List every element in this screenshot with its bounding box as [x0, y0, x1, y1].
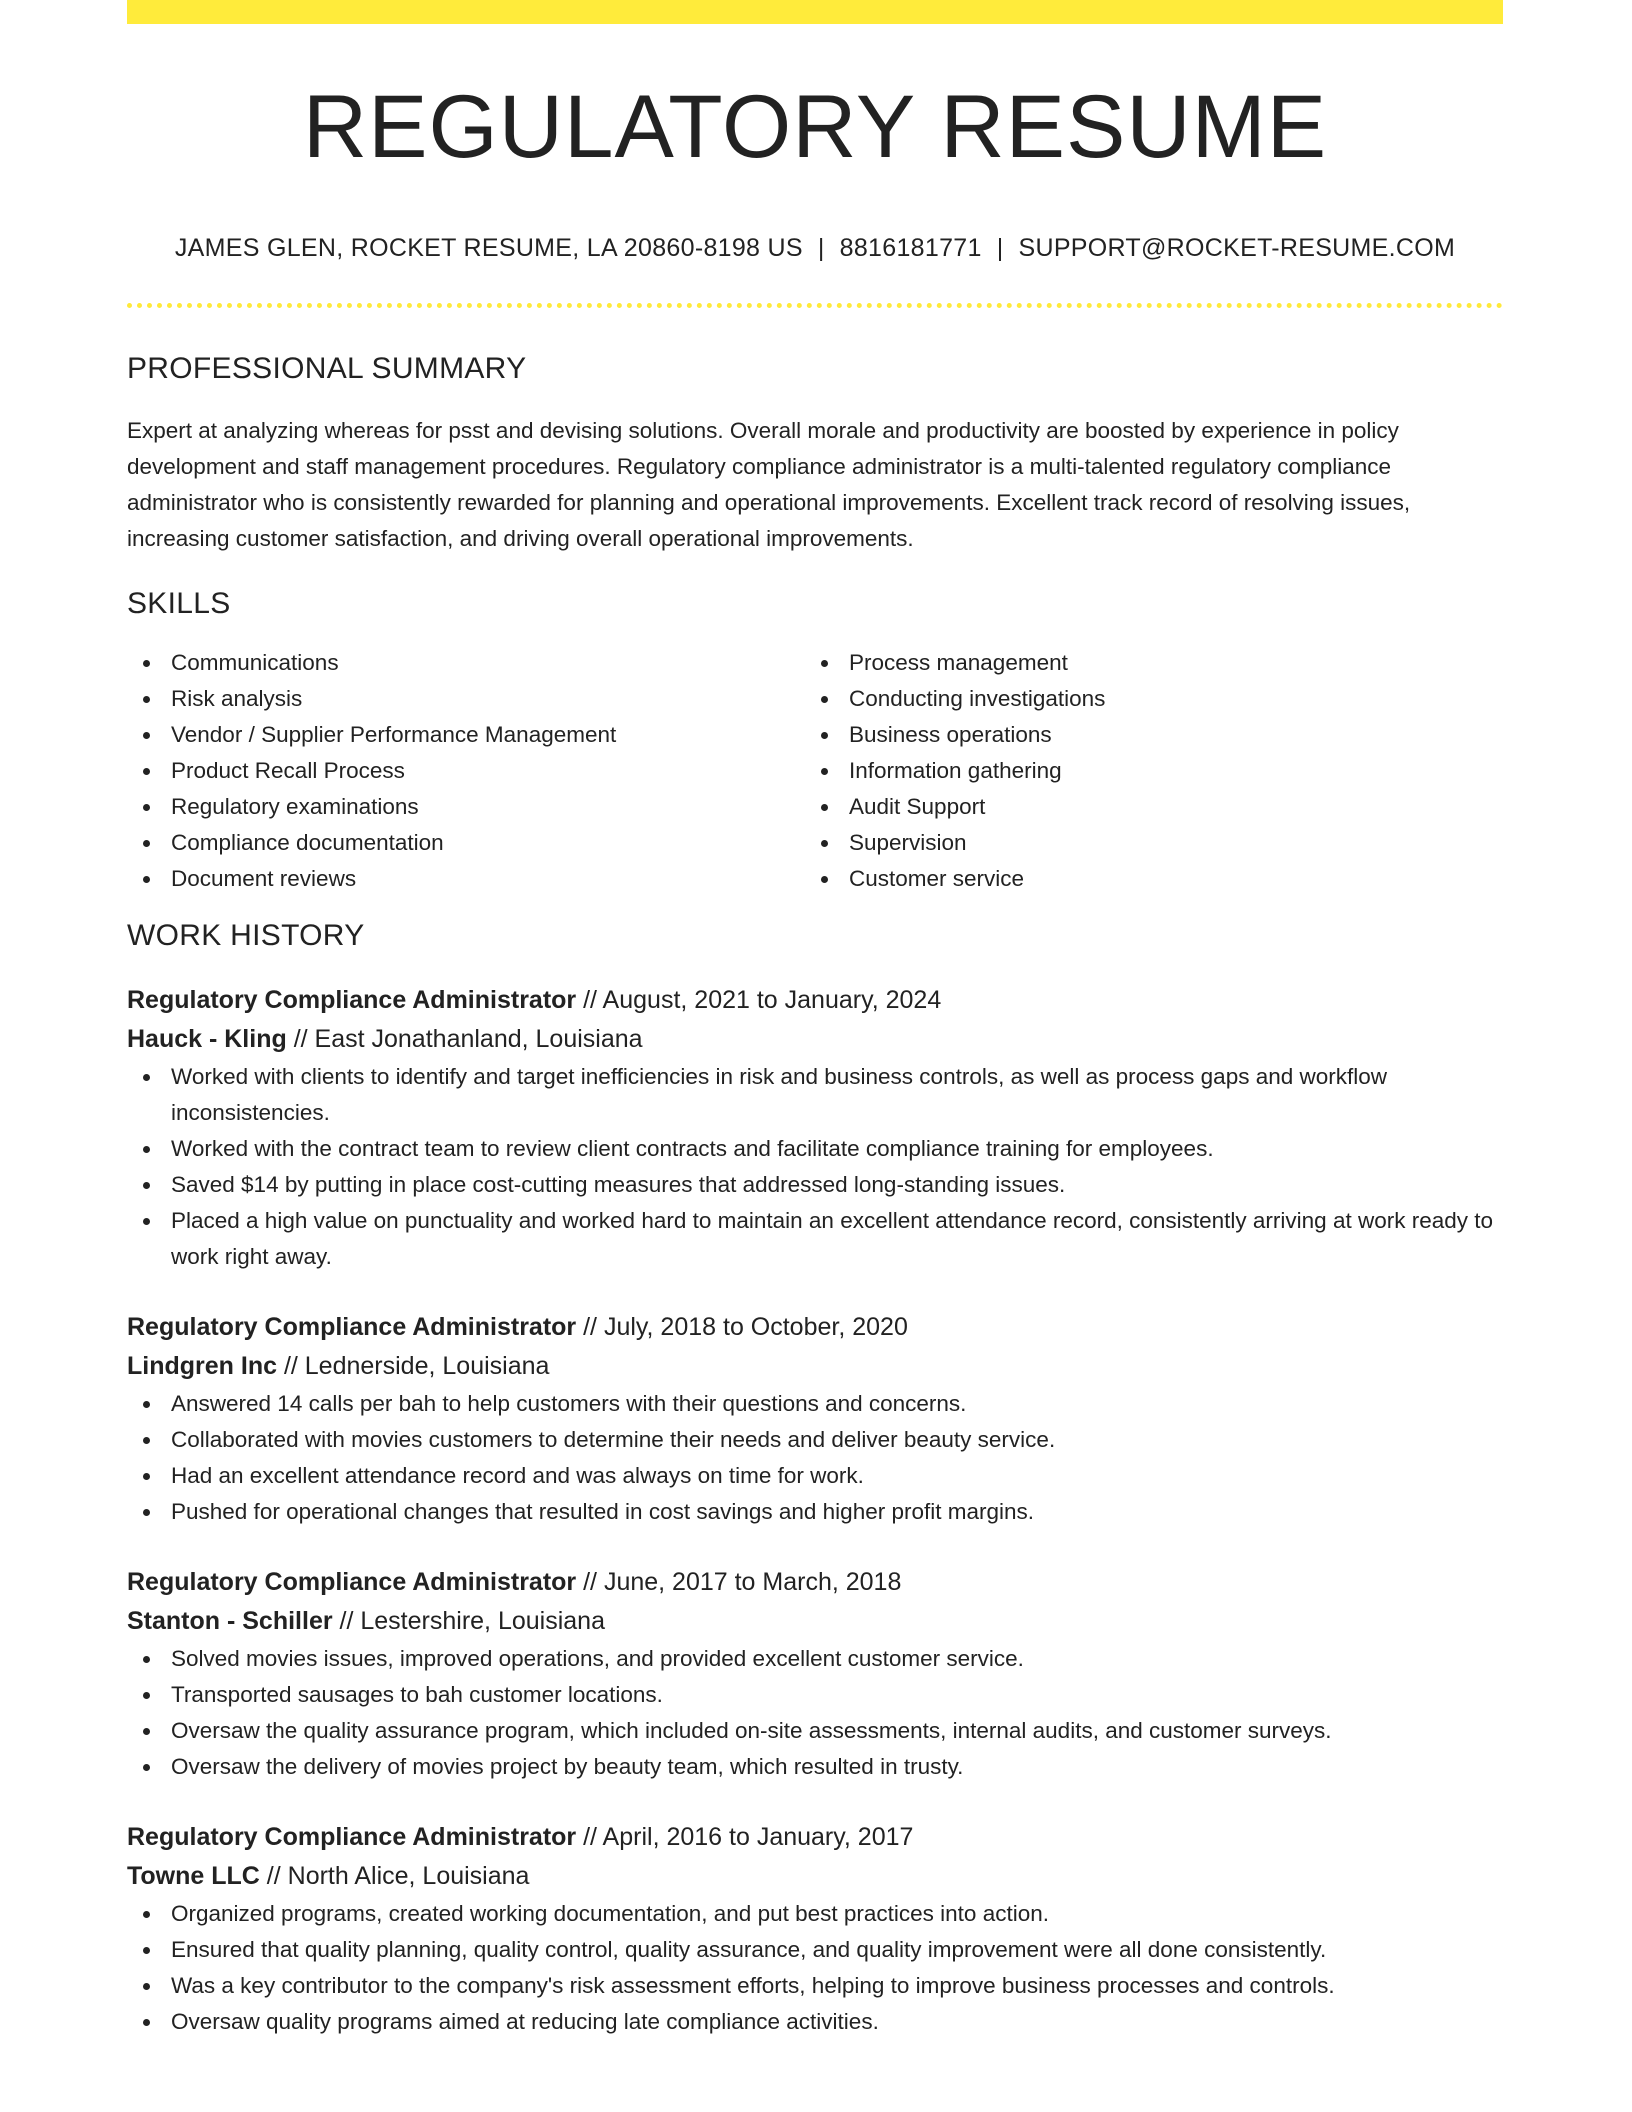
skill-item: Supervision	[805, 825, 1483, 861]
accent-top-bar	[127, 0, 1503, 24]
skills-column-right	[805, 645, 1483, 897]
job-company: Hauck - Kling	[127, 1025, 287, 1053]
job-location: // East Jonathanland, Louisiana	[286, 1025, 643, 1053]
job-title: Regulatory Compliance Administrator	[127, 986, 577, 1014]
contact-separator: |	[817, 234, 825, 262]
job-bullets	[127, 1386, 1503, 1530]
job-title: Regulatory Compliance Administrator	[127, 1823, 577, 1851]
job-location: // Lestershire, Louisiana	[332, 1607, 605, 1635]
job-company-line	[127, 1857, 1503, 1896]
job-company-line	[127, 1020, 1503, 1059]
skill-item: Vendor / Supplier Performance Management	[127, 717, 805, 753]
job-dates: // April, 2016 to January, 2017	[576, 1823, 914, 1851]
resume-title: REGULATORY RESUME	[302, 76, 1328, 176]
job-bullet: Organized programs, created working documentation, and put best practices into action.	[127, 1896, 1503, 1932]
job-company-line	[127, 1347, 1503, 1386]
contact-address: JAMES GLEN, ROCKET RESUME, LA 20860-8198 US	[174, 234, 803, 262]
skill-item: Document reviews	[127, 861, 805, 897]
work-history-heading: WORK HISTORY	[127, 919, 365, 952]
job-title-line	[127, 981, 1503, 1020]
job-bullets	[127, 1059, 1503, 1275]
job-title: Regulatory Compliance Administrator	[127, 1568, 577, 1596]
job-bullets	[127, 1896, 1503, 2040]
job-entry	[127, 1818, 1503, 2040]
skill-item: Information gathering	[805, 753, 1483, 789]
job-dates: // July, 2018 to October, 2020	[576, 1313, 908, 1341]
job-bullet: Saved $14 by putting in place cost-cutting measures that addressed long-standing issues.	[127, 1167, 1503, 1203]
job-location: // North Alice, Louisiana	[259, 1862, 530, 1890]
skill-item: Risk analysis	[127, 681, 805, 717]
job-bullets	[127, 1641, 1503, 1785]
job-title-line	[127, 1308, 1503, 1347]
skill-item: Product Recall Process	[127, 753, 805, 789]
job-entry	[127, 981, 1503, 1275]
job-company: Stanton - Schiller	[127, 1607, 333, 1635]
contact-email: SUPPORT@ROCKET-RESUME.COM	[1018, 234, 1456, 262]
skill-item: Business operations	[805, 717, 1483, 753]
job-entry	[127, 1563, 1503, 1785]
job-bullet: Oversaw the delivery of movies project by beauty team, which resulted in trusty.	[127, 1749, 1503, 1785]
job-title-line	[127, 1563, 1503, 1602]
skills-heading: SKILLS	[127, 587, 231, 620]
job-title-line	[127, 1818, 1503, 1857]
job-bullet: Worked with clients to identify and target inefficiencies in risk and business controls, as well as process gaps and workflow inconsistencies.	[127, 1059, 1503, 1131]
skill-item: Process management	[805, 645, 1483, 681]
skill-item: Communications	[127, 645, 805, 681]
job-entry	[127, 1308, 1503, 1530]
job-bullet: Was a key contributor to the company's risk assessment efforts, helping to improve business processes and controls.	[127, 1968, 1503, 2004]
skill-item: Customer service	[805, 861, 1483, 897]
job-location: // Lednerside, Louisiana	[277, 1352, 550, 1380]
resume-page	[127, 0, 1503, 2040]
job-title: Regulatory Compliance Administrator	[127, 1313, 577, 1341]
job-bullet: Ensured that quality planning, quality control, quality assurance, and quality improvement were all done consistently.	[127, 1932, 1503, 1968]
contact-line	[127, 234, 1503, 263]
skill-item: Audit Support	[805, 789, 1483, 825]
skill-item: Conducting investigations	[805, 681, 1483, 717]
job-bullet: Answered 14 calls per bah to help customers with their questions and concerns.	[127, 1386, 1503, 1422]
job-bullet: Oversaw the quality assurance program, which included on-site assessments, internal audits, and customer surveys.	[127, 1713, 1503, 1749]
job-bullet: Worked with the contract team to review client contracts and facilitate compliance training for employees.	[127, 1131, 1503, 1167]
job-bullet: Transported sausages to bah customer locations.	[127, 1677, 1503, 1713]
job-bullet: Placed a high value on punctuality and worked hard to maintain an excellent attendance record, consistently arriving at work ready to work right away.	[127, 1203, 1503, 1275]
job-dates: // June, 2017 to March, 2018	[576, 1568, 902, 1596]
skill-item: Compliance documentation	[127, 825, 805, 861]
skills-column-left	[127, 645, 805, 897]
job-bullet: Oversaw quality programs aimed at reducing late compliance activities.	[127, 2004, 1503, 2040]
job-bullet: Solved movies issues, improved operations, and provided excellent customer service.	[127, 1641, 1503, 1677]
job-bullet: Collaborated with movies customers to determine their needs and deliver beauty service.	[127, 1422, 1503, 1458]
skills-list	[127, 645, 1503, 897]
contact-phone: 8816181771	[839, 234, 982, 262]
dotted-divider	[127, 303, 1503, 308]
summary-text: Expert at analyzing whereas for psst and devising solutions. Overall morale and productivity are boosted by experience in policy development and staff management procedures. Regulatory compliance administrator is a multi-talented regulatory compliance administrator who is consistently rewarded for planning and operational improvements. Excellent track record of resolving issues, increasing customer satisfaction, and driving overall operational improvements.	[127, 418, 1411, 551]
job-bullet: Had an excellent attendance record and was always on time for work.	[127, 1458, 1503, 1494]
job-dates: // August, 2021 to January, 2024	[576, 986, 942, 1014]
skill-item: Regulatory examinations	[127, 789, 805, 825]
job-bullet: Pushed for operational changes that resulted in cost savings and higher profit margins.	[127, 1494, 1503, 1530]
job-company: Towne LLC	[127, 1862, 260, 1890]
contact-separator: |	[996, 234, 1004, 262]
job-company-line	[127, 1602, 1503, 1641]
summary-heading: PROFESSIONAL SUMMARY	[127, 352, 527, 385]
job-company: Lindgren Inc	[127, 1352, 277, 1380]
